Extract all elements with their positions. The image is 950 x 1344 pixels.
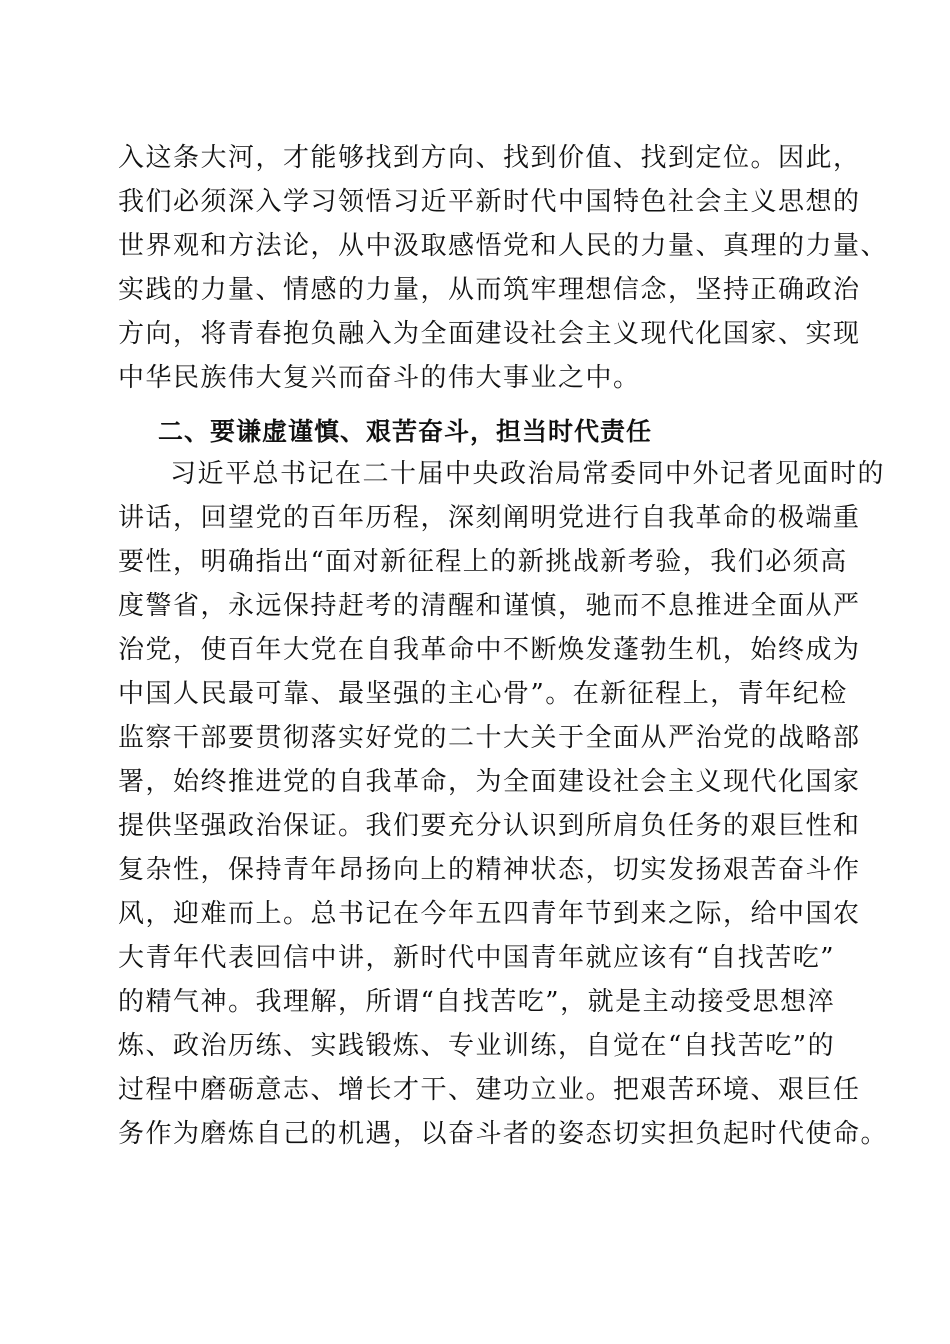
paragraph-line: 风，迎难而上。总书记在今年五四青年节到来之际，给中国农: [118, 899, 861, 929]
paragraph-line: 我们必须深入学习领悟习近平新时代中国特色社会主义思想的: [118, 187, 861, 217]
paragraph-line: 中华民族伟大复兴而奋斗的伟大事业之中。: [118, 363, 641, 393]
paragraph-line: 世界观和方法论，从中汲取感悟党和人民的力量、真理的力量、: [118, 231, 889, 261]
paragraph-line: 务作为磨炼自己的机遇，以奋斗者的姿态切实担负起时代使命。: [118, 1119, 889, 1149]
paragraph-line: 度警省，永远保持赶考的清醒和谨慎，驰而不息推进全面从严: [118, 591, 861, 621]
paragraph-line: 习近平总书记在二十届中央政治局常委同中外记者见面时的: [170, 459, 886, 489]
paragraph-line: 复杂性，保持青年昂扬向上的精神状态，切实发扬艰苦奋斗作: [118, 855, 861, 885]
paragraph-line: 大青年代表回信中讲，新时代中国青年就应该有“自找苦吃”: [118, 943, 836, 973]
paragraph-line: 入这条大河，才能够找到方向、找到价值、找到定位。因此，: [118, 143, 861, 173]
paragraph-line: 监察干部要贯彻落实好党的二十大关于全面从严治党的战略部: [118, 723, 861, 753]
paragraph-line: 署，始终推进党的自我革命，为全面建设社会主义现代化国家: [118, 767, 861, 797]
paragraph-line: 提供坚强政治保证。我们要充分认识到所肩负任务的艰巨性和: [118, 811, 861, 841]
section-heading-text: 二、要谦虚谨慎、艰苦奋斗，担当时代责任: [158, 417, 653, 446]
paragraph-line: 炼、政治历练、实践锻炼、专业训练，自觉在“自找苦吃”的: [118, 1031, 836, 1061]
paragraph-continuation: [118, 136, 889, 400]
paragraph-line: 中国人民最可靠、最坚强的主心骨”。在新征程上，青年纪检: [118, 679, 848, 709]
section-paragraph: [118, 452, 889, 1156]
paragraph-line: 方向，将青春抱负融入为全面建设社会主义现代化国家、实现: [118, 319, 861, 349]
section-heading: [118, 410, 838, 454]
paragraph-line: 要性，明确指出“面对新征程上的新挑战新考验，我们必须高: [118, 547, 848, 577]
paragraph-line: 的精气神。我理解，所谓“自找苦吃”，就是主动接受思想淬: [118, 987, 836, 1017]
paragraph-line: 过程中磨砺意志、增长才干、建功立业。把艰苦环境、艰巨任: [118, 1075, 861, 1105]
paragraph-line: 治党，使百年大党在自我革命中不断焕发蓬勃生机，始终成为: [118, 635, 861, 665]
paragraph-line: 讲话，回望党的百年历程，深刻阐明党进行自我革命的极端重: [118, 503, 861, 533]
paragraph-line: 实践的力量、情感的力量，从而筑牢理想信念，坚持正确政治: [118, 275, 861, 305]
